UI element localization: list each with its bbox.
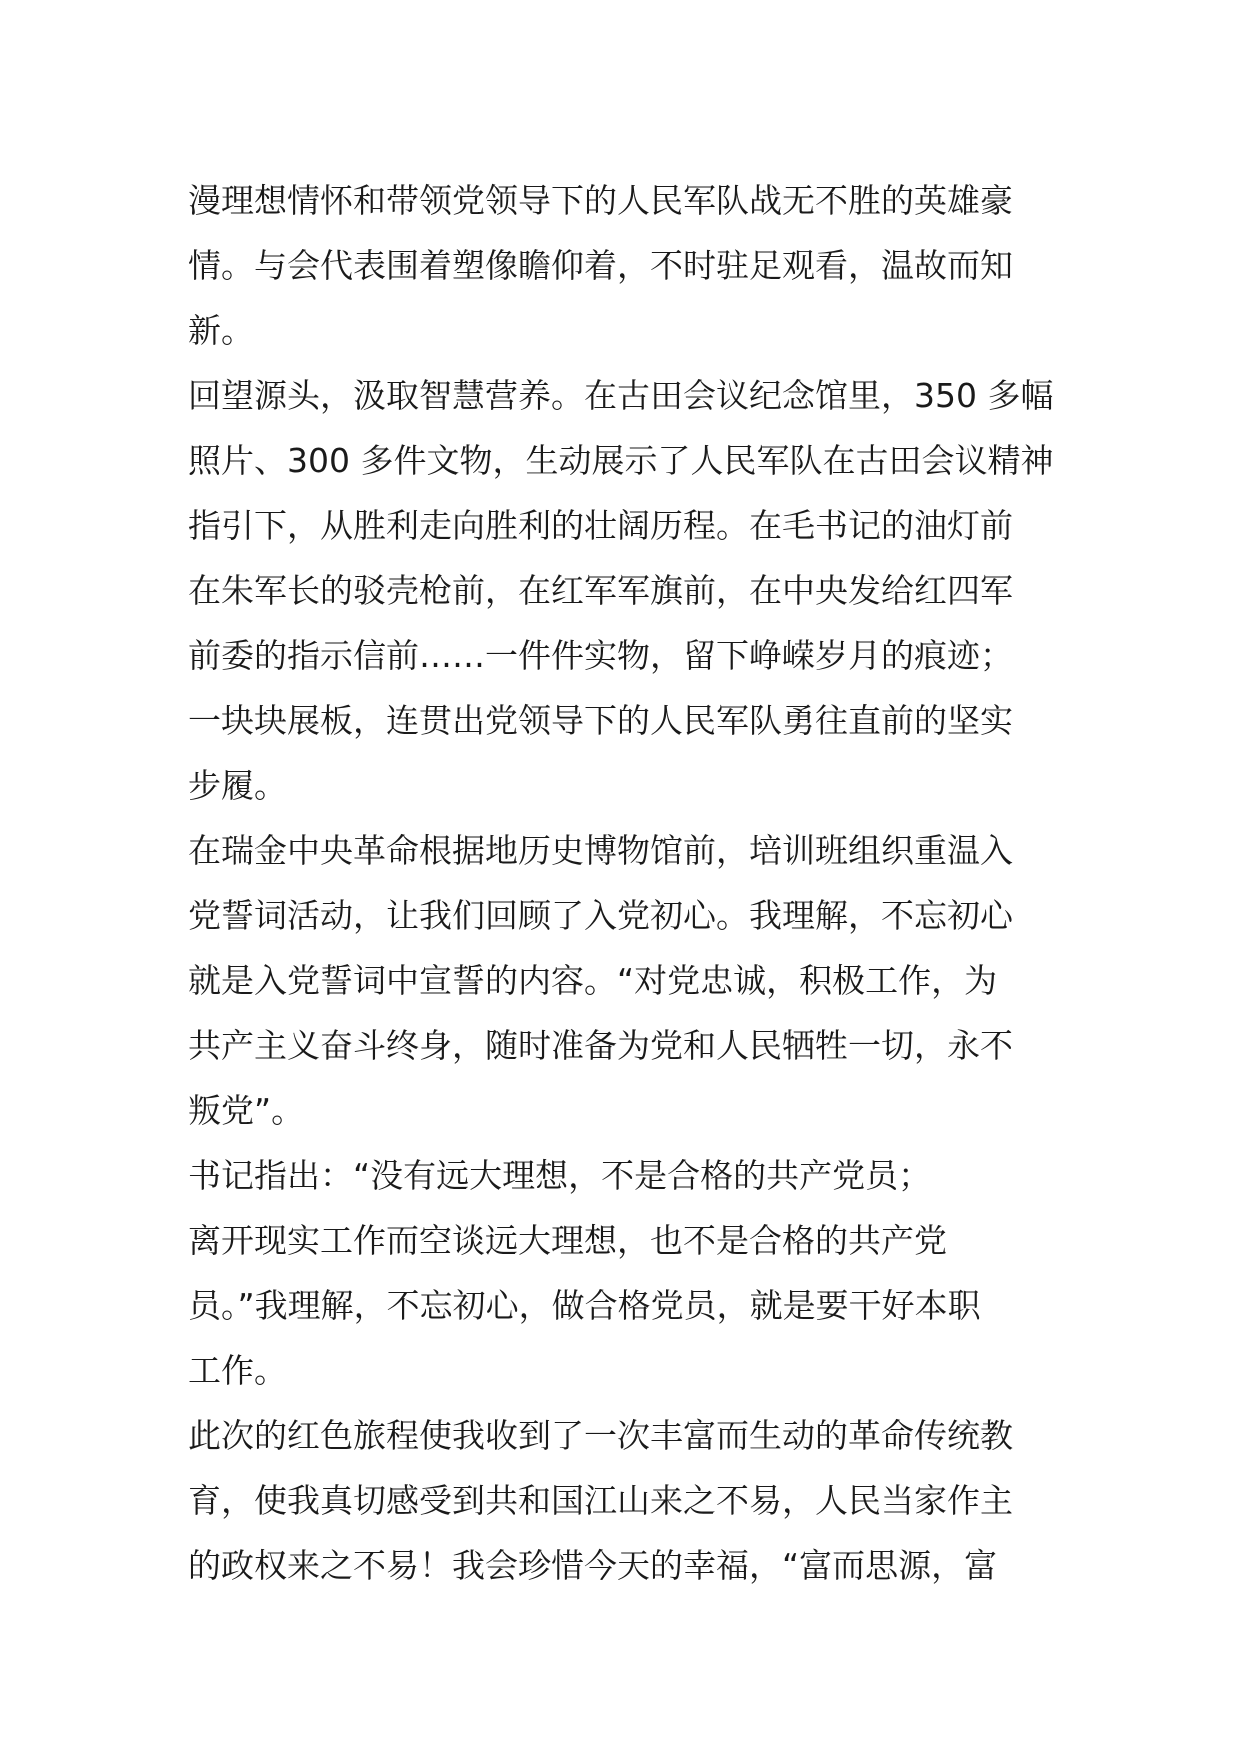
text-line: 在朱军长的驳壳枪前，在红军军旗前，在中央发给红四军 [188, 571, 1013, 610]
text-line: 前委的指示信前……一件件实物，留下峥嵘岁月的痕迹； [188, 636, 1013, 675]
text-line: 此次的红色旅程使我收到了一次丰富而生动的革命传统教 [188, 1416, 1013, 1455]
text-line: 步履。 [188, 766, 287, 805]
text-line: 的政权来之不易！我会珍惜今天的幸福，“富而思源，富 [188, 1546, 998, 1585]
text-line: 就是入党誓词中宣誓的内容。“对党忠诚，积极工作，为 [188, 961, 998, 1000]
text-line: 情。与会代表围着塑像瞻仰着，不时驻足观看，温故而知 [188, 246, 1013, 285]
text-line: 指引下，从胜利走向胜利的壮阔历程。在毛书记的油灯前 [188, 506, 1013, 545]
text-line: 在瑞金中央革命根据地历史博物馆前，培训班组织重温入 [188, 831, 1013, 870]
text-line: 育，使我真切感受到共和国江山来之不易，人民当家作主 [188, 1481, 1013, 1520]
text-line: 员。”我理解，不忘初心，做合格党员，就是要干好本职 [188, 1286, 981, 1325]
text-line: 叛党”。 [188, 1091, 305, 1130]
text-line: 回望源头，汲取智慧营养。在古田会议纪念馆里，350 多幅 [188, 376, 1054, 415]
text-line: 漫理想情怀和带领党领导下的人民军队战无不胜的英雄豪 [188, 181, 1013, 220]
text-line: 一块块展板，连贯出党领导下的人民军队勇往直前的坚实 [188, 701, 1013, 740]
text-line: 书记指出：“没有远大理想，不是合格的共产党员； [188, 1156, 932, 1195]
text-line: 工作。 [188, 1351, 287, 1390]
text-line: 离开现实工作而空谈远大理想，也不是合格的共产党 [188, 1221, 947, 1260]
text-line: 照片、300 多件文物，生动展示了人民军队在古田会议精神 [188, 441, 1054, 480]
text-line: 共产主义奋斗终身，随时准备为党和人民牺牲一切，永不 [188, 1026, 1013, 1065]
text-line: 党誓词活动，让我们回顾了入党初心。我理解，不忘初心 [188, 896, 1013, 935]
body-text [188, 168, 1068, 1598]
text-line: 新。 [188, 311, 254, 350]
